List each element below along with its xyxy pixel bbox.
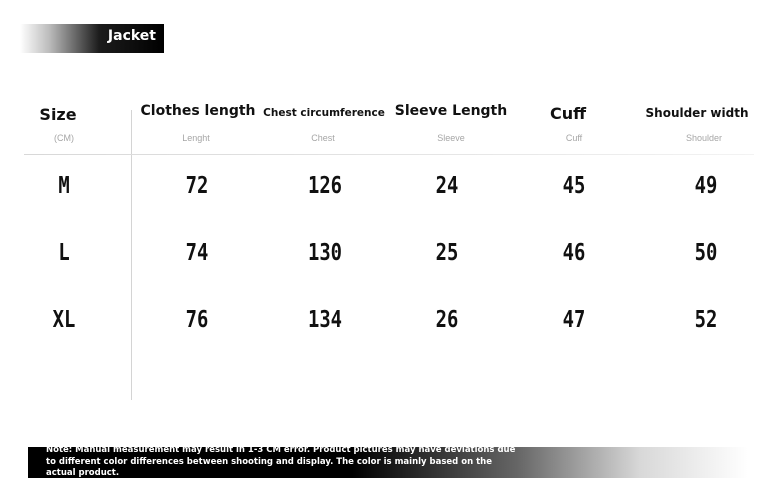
note-banner xyxy=(28,447,748,478)
subheader-shoulder: Shoulder xyxy=(685,133,723,143)
table-cell-size: L xyxy=(58,240,70,266)
subheader-sleeve: Sleeve xyxy=(437,133,465,143)
header-size: Size xyxy=(39,105,77,124)
table-cell-clothes-length: 74 xyxy=(185,240,209,266)
measurement-note: Note: Manual measurement may result in 1-3 CM error. Product pictures may have deviations due to different color differences between shooting and display. The color is mainly based on the actual product. xyxy=(46,445,516,478)
header-chest-circumference: Chest circumference xyxy=(263,107,385,119)
table-cell-sleeve: 24 xyxy=(435,173,459,199)
subheader-size: (CM) xyxy=(54,133,74,143)
subheader-chest: Chest xyxy=(311,133,335,143)
header-clothes-length: Clothes length xyxy=(140,103,256,119)
table-cell-clothes-length: 76 xyxy=(185,307,209,333)
table-cell-shoulder: 49 xyxy=(694,173,718,199)
header-sleeve-length: Sleeve Length xyxy=(394,103,508,119)
table-cell-cuff: 46 xyxy=(562,240,586,266)
table-cell-shoulder: 50 xyxy=(694,240,718,266)
table-cell-sleeve: 25 xyxy=(435,240,459,266)
table-cell-chest: 126 xyxy=(307,173,343,199)
table-cell-shoulder: 52 xyxy=(694,307,718,333)
subheader-clothes-length: Lenght xyxy=(182,133,210,143)
table-cell-cuff: 45 xyxy=(562,173,586,199)
table-cell-chest: 130 xyxy=(307,240,343,266)
header-cuff: Cuff xyxy=(549,104,587,123)
table-cell-chest: 134 xyxy=(307,307,343,333)
header-divider xyxy=(24,154,754,155)
table-cell-size: XL xyxy=(52,307,76,333)
page-title: Jacket xyxy=(107,28,156,44)
table-cell-sleeve: 26 xyxy=(435,307,459,333)
table-cell-cuff: 47 xyxy=(562,307,586,333)
table-cell-clothes-length: 72 xyxy=(185,173,209,199)
header-shoulder-width: Shoulder width xyxy=(645,106,749,120)
subheader-cuff: Cuff xyxy=(565,133,583,143)
table-cell-size: M xyxy=(58,173,70,199)
